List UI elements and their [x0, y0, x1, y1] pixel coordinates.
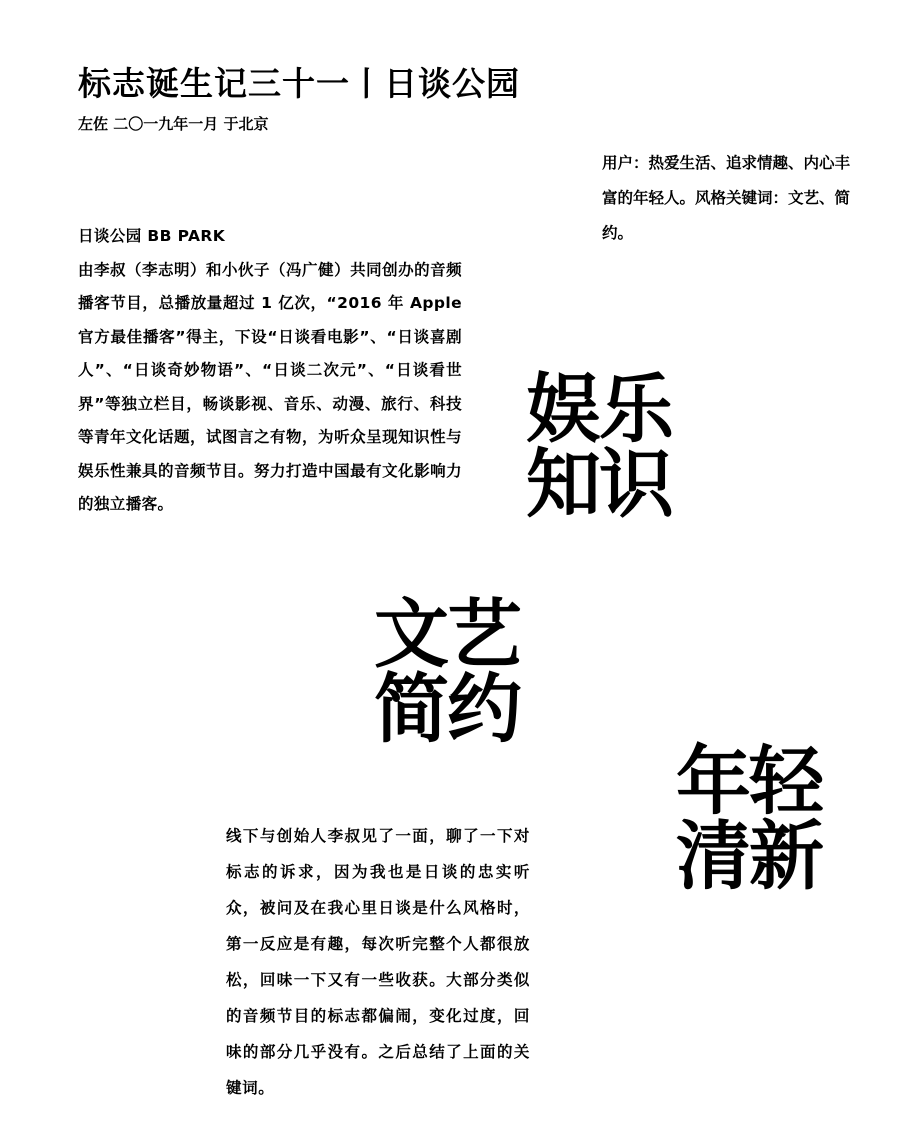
keyword-block-entertainment-knowledge	[526, 365, 673, 528]
keyword-line: 清新	[676, 812, 823, 900]
keyword-line: 知识	[526, 440, 673, 528]
keyword-line: 文艺	[374, 590, 521, 678]
keyword-block-artsy-minimal	[374, 590, 521, 753]
keyword-line: 娱乐	[526, 365, 673, 453]
author-date-line: 左佐 二〇一九年一月 于北京	[78, 115, 269, 133]
keyword-line: 年轻	[676, 737, 823, 825]
intro-heading: 日谈公园 BB PARK	[78, 227, 226, 245]
intro-section	[78, 220, 462, 522]
target-users-note: 用户：热爱生活、追求情趣、内心丰富的年轻人。风格关键词：文艺、简约。	[602, 154, 851, 242]
intro-body: 由李叔（李志明）和小伙子（冯广健）共同创办的音频播客节目，总播放量超过 1 亿次，“2016 年 Apple 官方最佳播客”得主，下设“日谈看电影”、“日谈喜剧人”、“日谈奇妙物语”、“日谈二次元”、“日谈看世界”等独立栏目，畅谈影视、音乐、动漫、旅行、科技等青年文化话题，试图言之有物，为听众呈现知识性与娱乐性兼具的音频节目。努力打造中国最有文化影响力的独立播客。	[78, 260, 462, 513]
keyword-block-young-fresh	[676, 737, 823, 900]
article-title: 标志诞生记三十一丨日谈公园	[78, 64, 520, 103]
meeting-paragraph: 线下与创始人李叔见了一面，聊了一下对标志的诉求，因为我也是日谈的忠实听众，被问及在我心里日谈是什么风格时，第一反应是有趣，每次听完整个人都很放松，回味一下又有一些收获。大部分类似的音频节目的标志都偏闹，变化过度，回味的部分几乎没有。之后总结了上面的关键词。	[226, 827, 530, 1097]
keyword-line: 简约	[374, 665, 521, 753]
